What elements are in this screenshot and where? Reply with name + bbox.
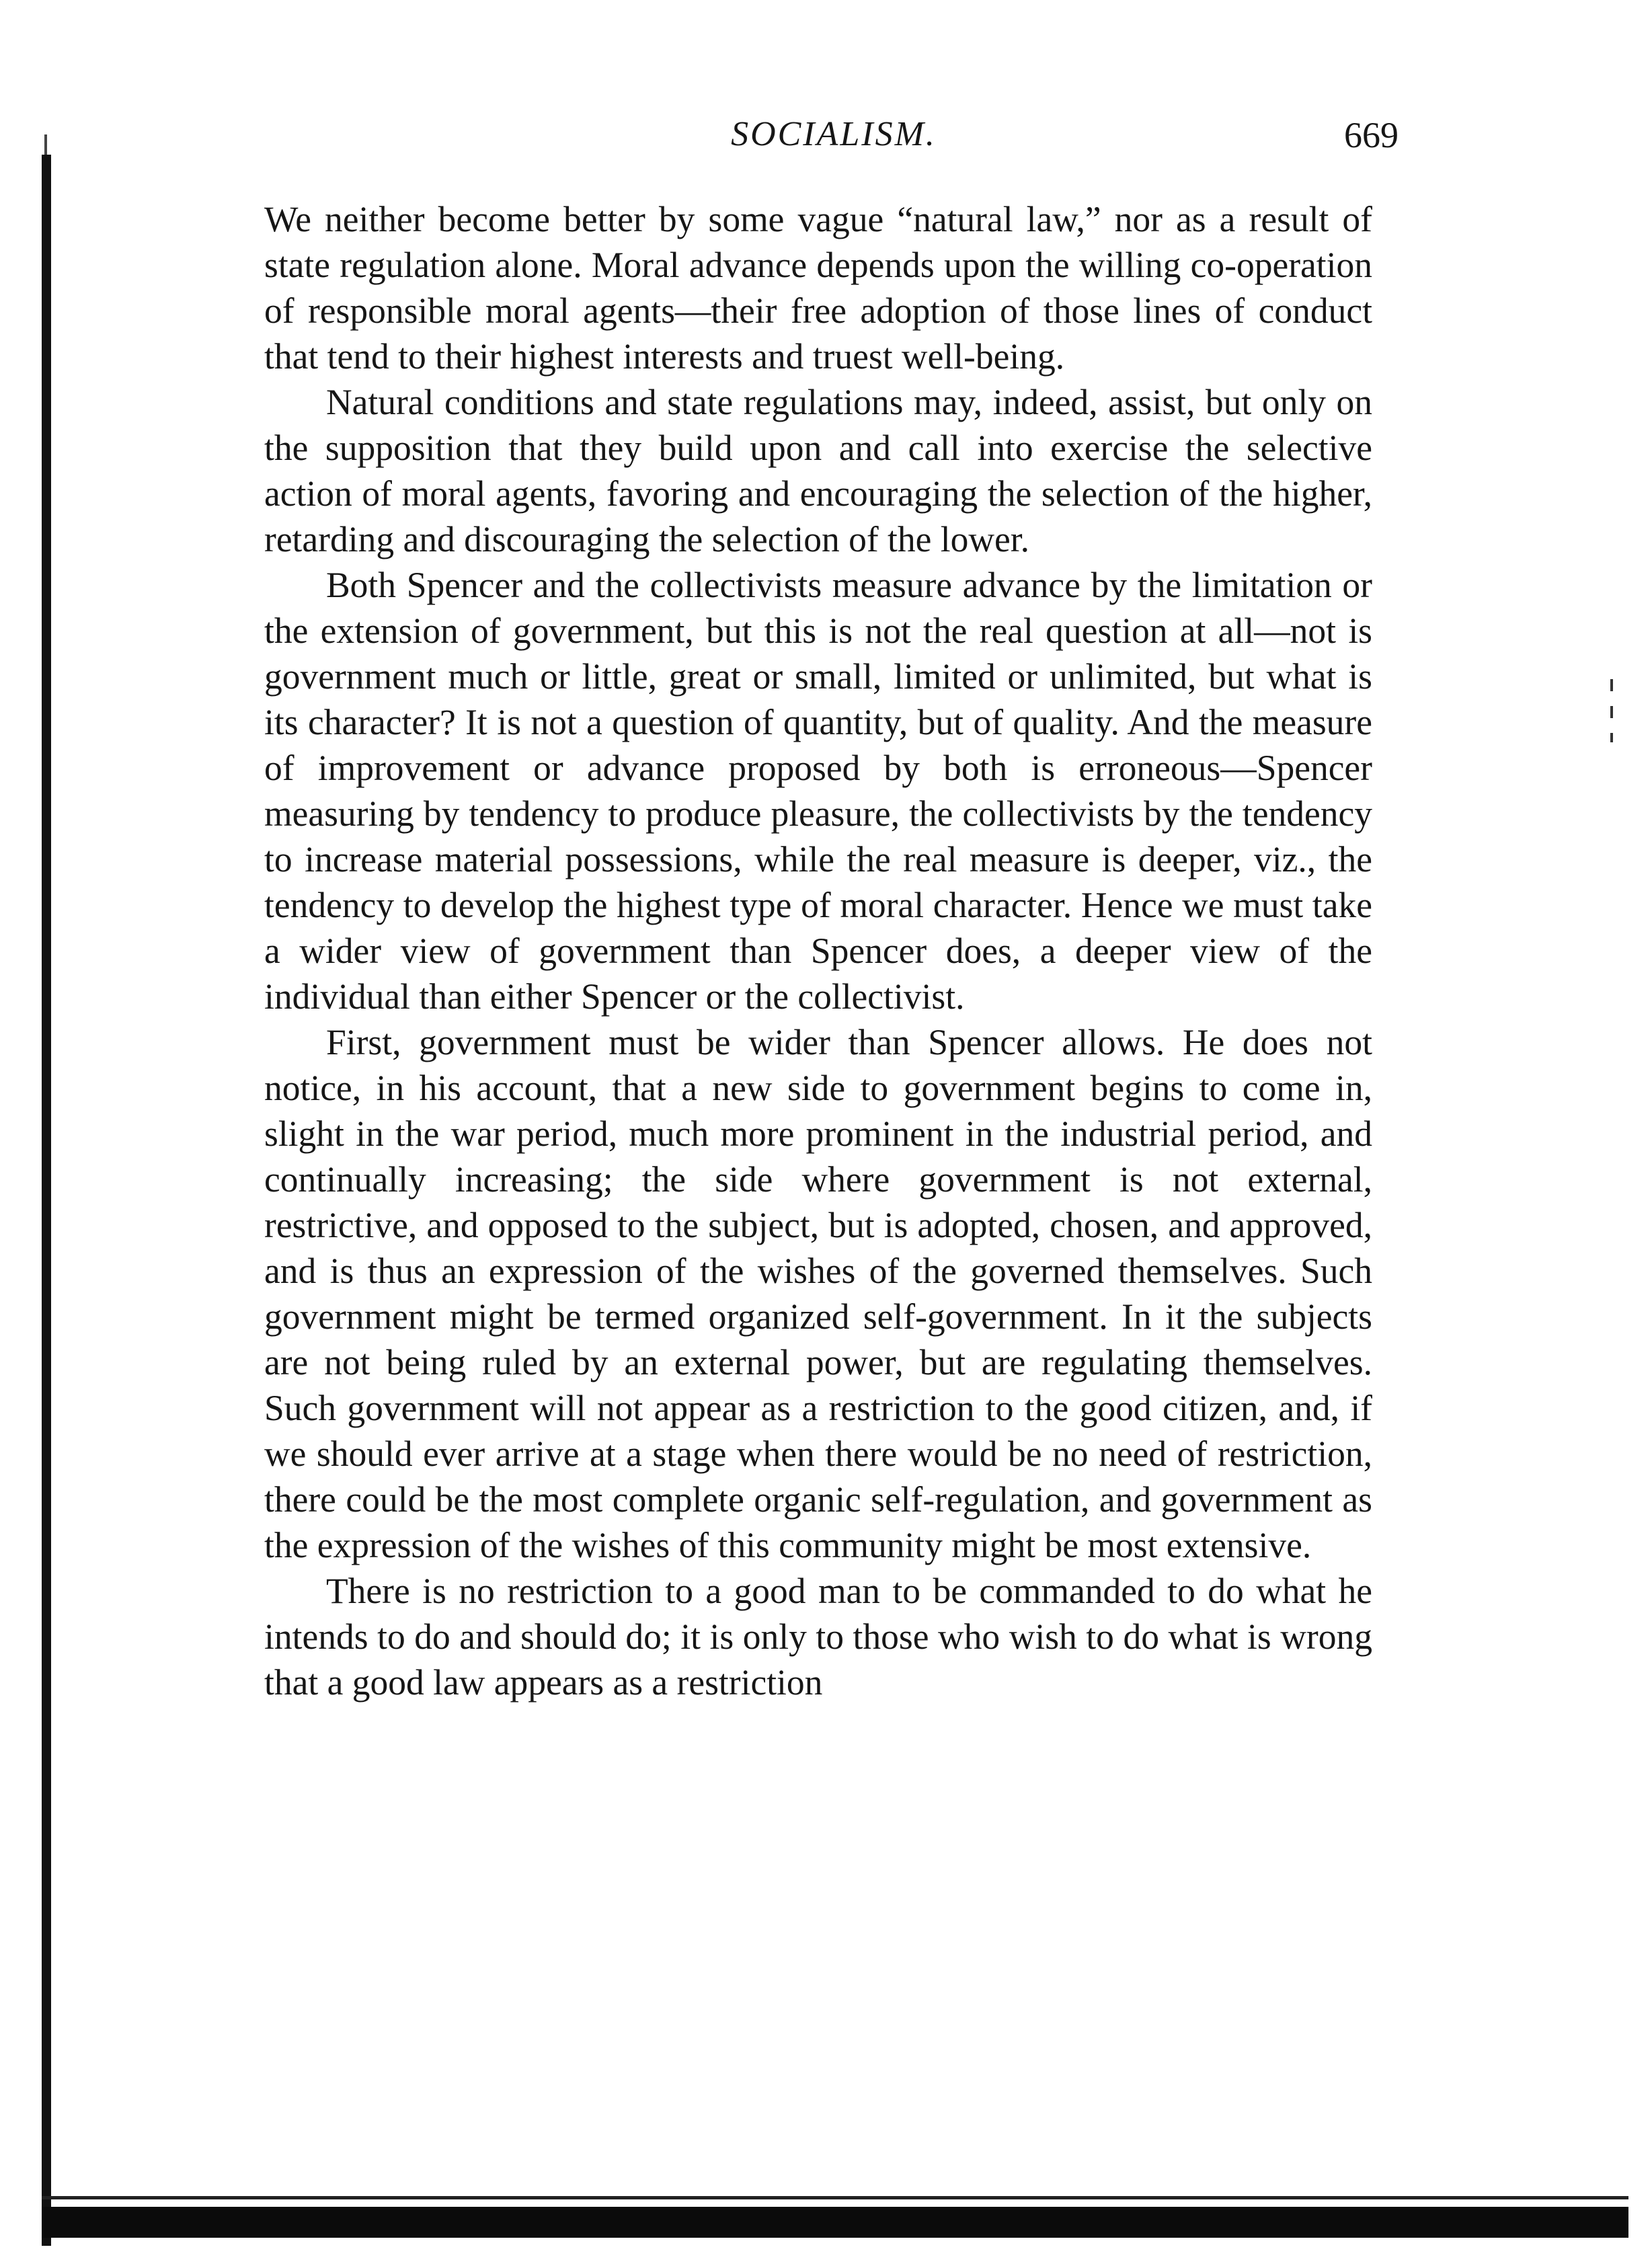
page-number: 669: [1344, 115, 1399, 155]
page-left-edge: [42, 155, 51, 2246]
margin-mark: [1610, 679, 1613, 691]
running-title: SOCIALISM.: [731, 115, 937, 153]
page-header: [269, 114, 1399, 168]
page-bottom-edge: [42, 2207, 1628, 2238]
margin-mark: [1610, 706, 1613, 718]
paragraph: Both Spencer and the collectivists measure advance by the limitation or the extension of government, but this is not the real question at all—not is government much or little, great or small, limited or unlimited, but what is its character? It is not a question of quantity, but of quality. And the measure of improvement or advance proposed by both is erroneous—Spencer measuring by tendency to produce pleasure, the collectivists by the tendency to increase material possessions, while the real measure is deeper, viz., the tendency to develop the highest type of moral character. Hence we must take a wider view of government than Spencer does, a deeper view of the individual than either Spencer or the collectivist.: [264, 565, 1372, 1017]
body-text: [264, 196, 1372, 1705]
paragraph: There is no restriction to a good man to be commanded to do what he intends to do and should do; it is only to those who wish to do what is wrong that a good law appears as a restriction: [264, 1571, 1372, 1703]
paragraph: We neither become better by some vague “natural law,” nor as a result of state regulation alone. Moral advance depends upon the willing co-operation of responsible moral agents—their free adoption of those lines of conduct that tend to their highest interests and truest well-being.: [264, 199, 1372, 377]
page-bottom-rule: [42, 2196, 1628, 2199]
paragraph: First, government must be wider than Spencer allows. He does not notice, in his account, that a new side to government begins to come in, slight in the war period, much more prominent in the industrial period, and continually increasing; the side where government is not external, restrictive, and opposed to the subject, but is adopted, chosen, and approved, and is thus an expression of the wishes of the governed themselves. Such government might be termed organized self-government. In it the subjects are not being ruled by an external power, but are regulating themselves. Such government will not appear as a restriction to the good citizen, and, if we should ever arrive at a stage when there would be no need of restriction, there could be the most complete organic self-regulation, and government as the expression of the wishes of this community might be most extensive.: [264, 1022, 1372, 1565]
margin-mark: [1610, 733, 1613, 742]
paragraph: Natural conditions and state regulations may, indeed, assist, but only on the supposition that they build upon and call into exercise the selective action of moral agents, favoring and encouraging the selection of the higher, retarding and discouraging the selection of the lower.: [264, 382, 1372, 559]
